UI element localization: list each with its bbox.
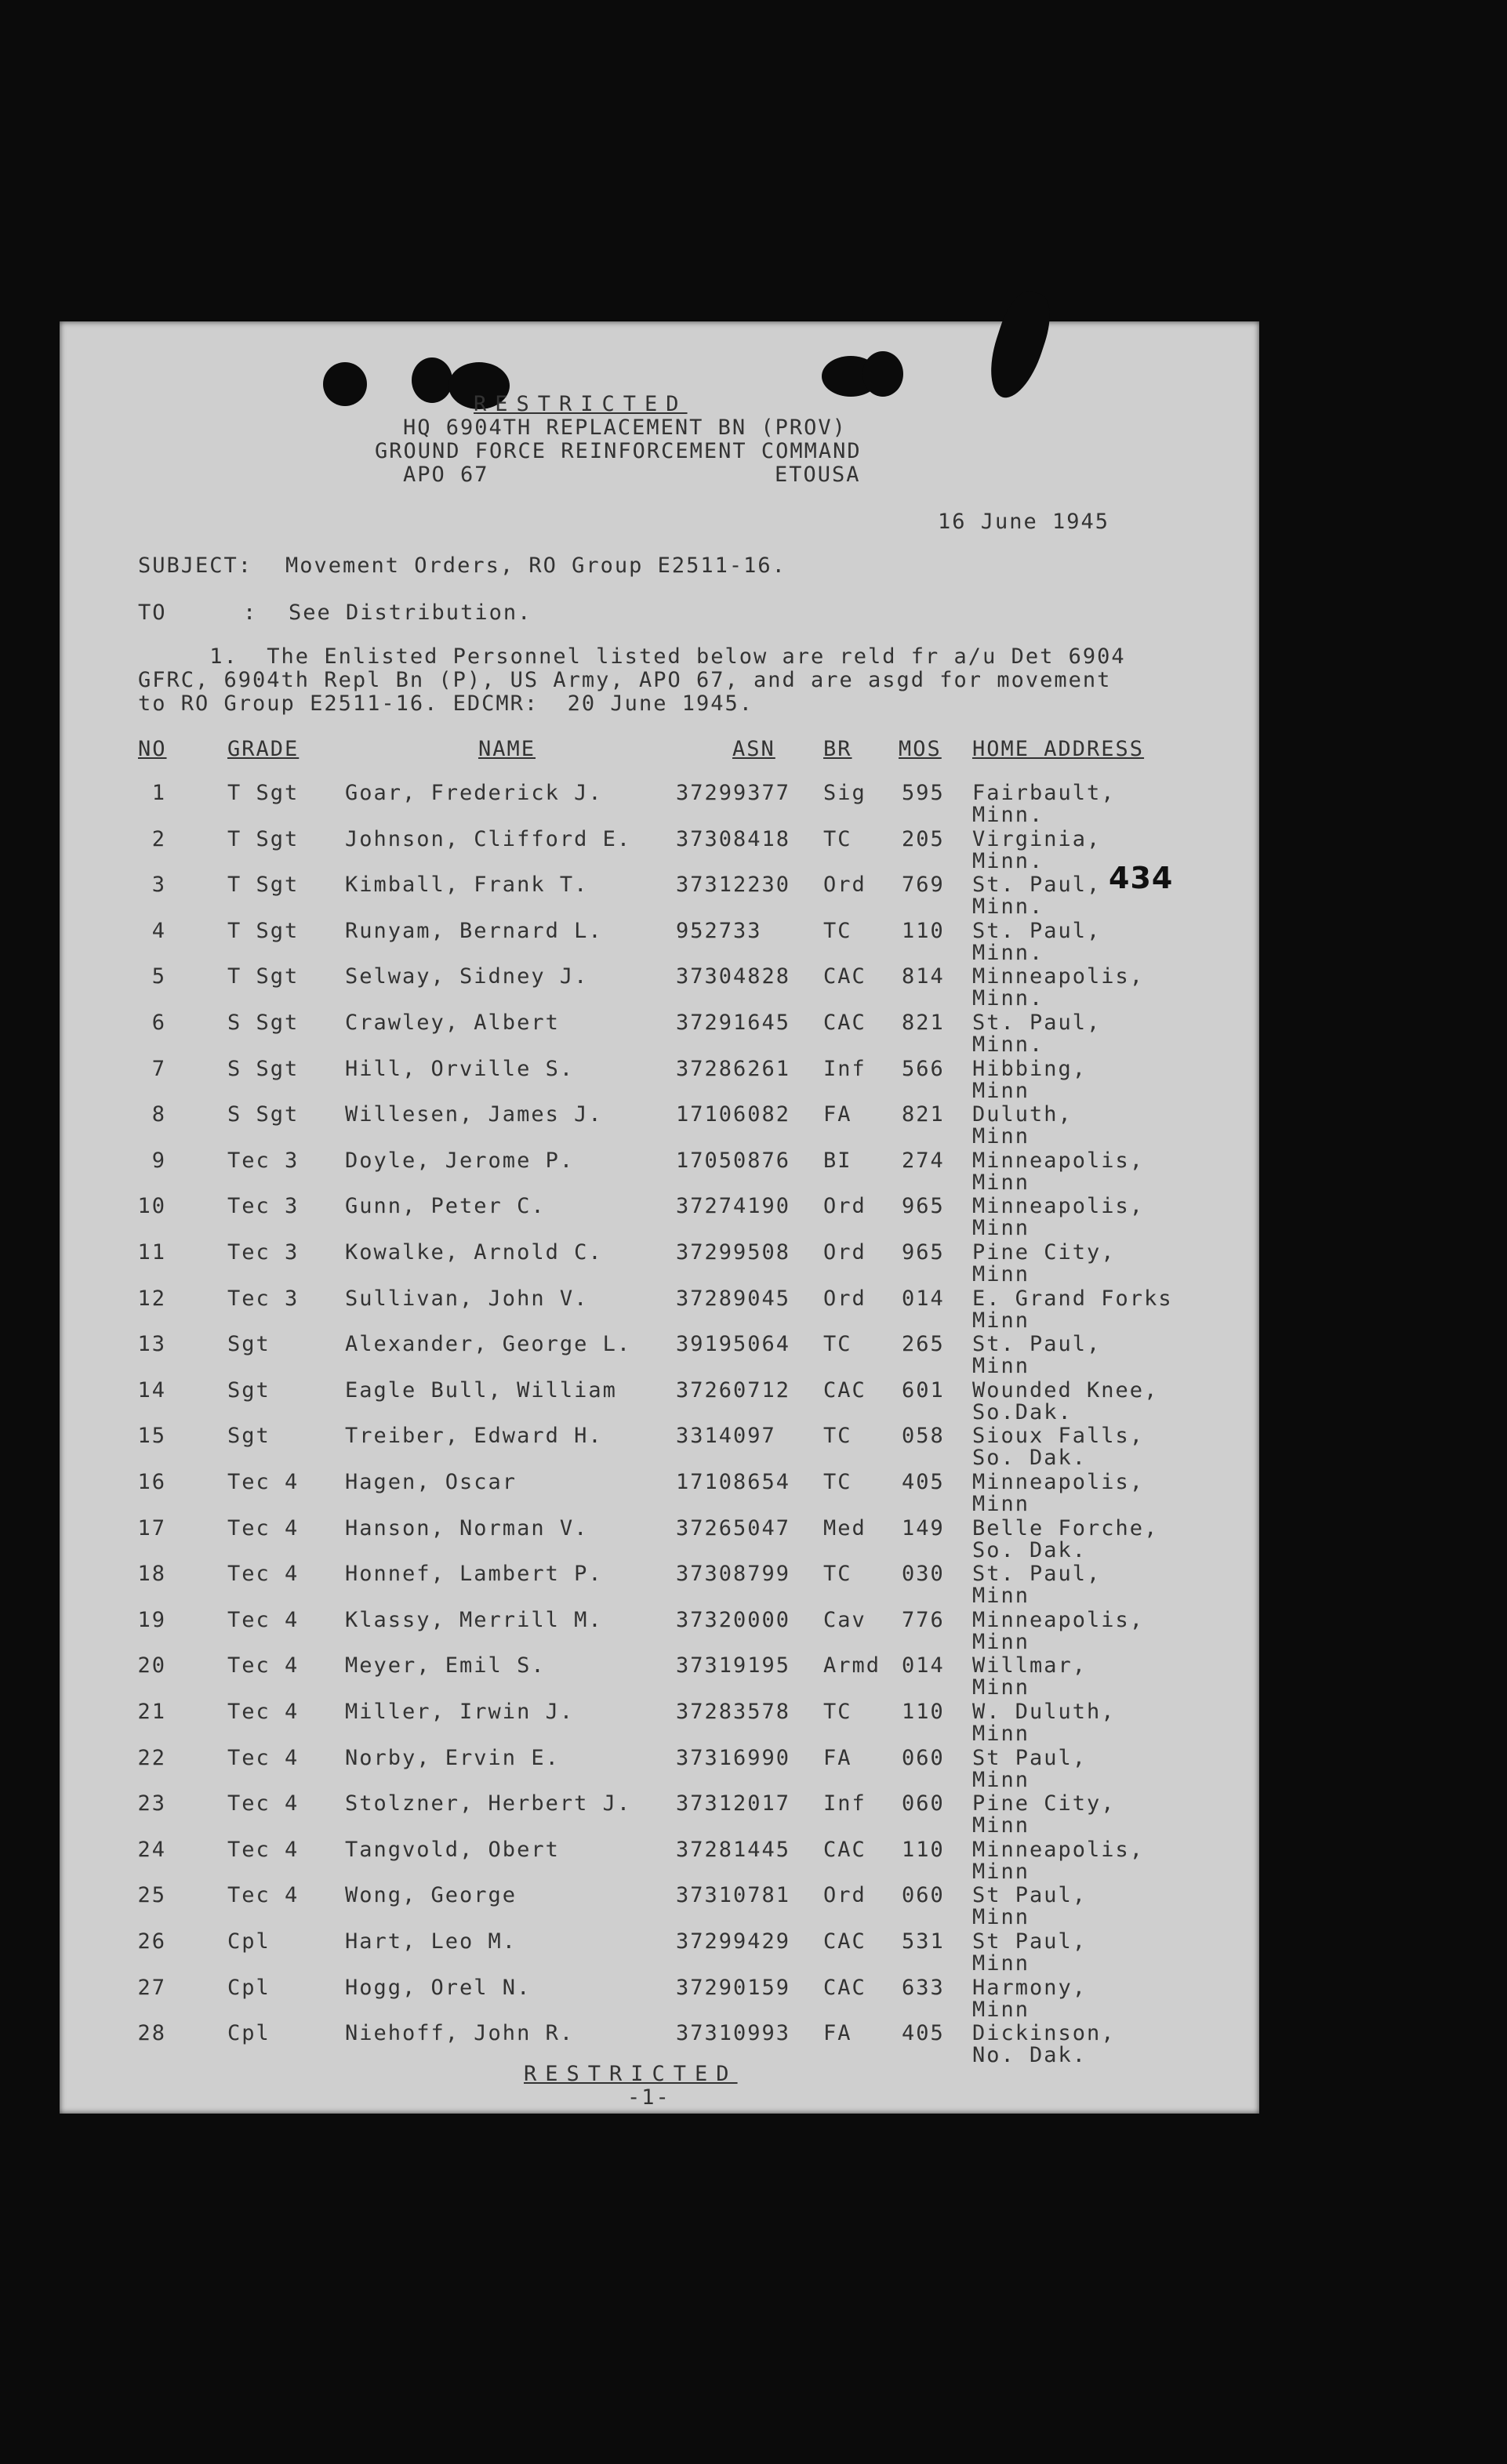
row-mos: 110: [902, 1837, 945, 1862]
to-text: See Distribution.: [289, 601, 532, 625]
row-mos: 595: [902, 781, 945, 805]
row-address-line2: Minn: [972, 1629, 1030, 1654]
row-address-line1: Minneapolis,: [972, 964, 1145, 989]
theater-line: ETOUSA: [775, 463, 861, 487]
row-grade: Tec 4: [227, 1470, 300, 1494]
row-mos: 060: [902, 1745, 945, 1770]
row-branch: Inf: [823, 1791, 866, 1816]
row-name: Hill, Orville S.: [345, 1056, 575, 1081]
row-name: Kimball, Frank T.: [345, 873, 589, 898]
row-grade: Tec 3: [227, 1194, 300, 1219]
row-grade: Cpl: [227, 2021, 271, 2046]
row-name: Willesen, James J.: [345, 1102, 603, 1127]
row-mos: 776: [902, 1607, 945, 1632]
row-asn: 37304828: [676, 964, 791, 989]
page-number: -1-: [627, 2085, 670, 2110]
subject-text: Movement Orders, RO Group E2511-16.: [285, 553, 786, 578]
row-address-line2: Minn: [972, 1905, 1030, 1930]
row-mos: 058: [902, 1424, 945, 1449]
row-address-line1: Duluth,: [972, 1102, 1073, 1127]
row-address-line1: Pine City,: [972, 1791, 1116, 1816]
row-mos: 633: [902, 1975, 945, 2000]
row-number: 12: [137, 1286, 166, 1311]
row-name: Sullivan, John V.: [345, 1286, 589, 1311]
row-address-line2: Minn: [972, 1354, 1030, 1379]
row-address-line2: Minn: [972, 1078, 1030, 1103]
row-mos: 205: [902, 826, 945, 851]
row-number: 15: [137, 1424, 166, 1449]
row-name: Meyer, Emil S.: [345, 1653, 546, 1678]
row-name: Hogg, Orel N.: [345, 1975, 532, 2000]
row-number: 3: [151, 873, 166, 898]
row-address-line2: Minn.: [972, 848, 1044, 873]
row-grade: S Sgt: [227, 1056, 300, 1081]
row-number: 6: [151, 1011, 166, 1035]
row-branch: CAC: [823, 1975, 866, 2000]
column-header-asn: ASN: [732, 737, 775, 761]
column-header-name: NAME: [478, 737, 536, 761]
row-address-line2: Minn: [972, 1216, 1030, 1241]
row-branch: FA: [823, 2021, 852, 2046]
row-asn: 37310781: [676, 1883, 791, 1908]
row-branch: CAC: [823, 1377, 866, 1403]
apo-line: APO 67: [403, 463, 489, 487]
row-mos: 060: [902, 1791, 945, 1816]
row-address-line1: Belle Forche,: [972, 1515, 1159, 1540]
row-address-line2: Minn: [972, 1767, 1030, 1792]
row-asn: 39195064: [676, 1332, 791, 1357]
row-address-line1: St. Paul,: [972, 1011, 1102, 1035]
row-name: Hagen, Oscar: [345, 1470, 517, 1494]
row-asn: 37310993: [676, 2021, 791, 2046]
row-mos: 821: [902, 1011, 945, 1035]
row-address-line1: Minneapolis,: [972, 1470, 1145, 1494]
orders-paragraph-line: GFRC, 6904th Repl Bn (P), US Army, APO 67, and are asgd for movement: [138, 668, 1112, 692]
row-address-line2: Minn: [972, 1170, 1030, 1195]
row-address-line1: Dickinson,: [972, 2021, 1116, 2046]
row-grade: T Sgt: [227, 918, 300, 943]
row-address-line2: So.Dak.: [972, 1399, 1073, 1424]
row-address-line2: Minn: [972, 1584, 1030, 1609]
row-asn: 37308418: [676, 826, 791, 851]
row-name: Kowalke, Arnold C.: [345, 1240, 603, 1265]
row-mos: 814: [902, 964, 945, 989]
row-mos: 060: [902, 1883, 945, 1908]
row-number: 28: [137, 2021, 166, 2046]
row-branch: Med: [823, 1515, 866, 1540]
row-name: Honnef, Lambert P.: [345, 1562, 603, 1587]
row-name: Goar, Frederick J.: [345, 781, 603, 805]
row-address-line1: Hibbing,: [972, 1056, 1088, 1081]
row-address-line2: Minn: [972, 1675, 1030, 1700]
row-address-line2: Minn: [972, 1308, 1030, 1333]
row-mos: 274: [902, 1148, 945, 1173]
row-address-line2: Minn.: [972, 895, 1044, 920]
row-grade: S Sgt: [227, 1011, 300, 1035]
row-number: 4: [151, 918, 166, 943]
row-address-line1: Harmony,: [972, 1975, 1088, 2000]
row-branch: TC: [823, 1700, 852, 1724]
row-name: Norby, Ervin E.: [345, 1745, 560, 1770]
row-address-line1: St Paul,: [972, 1929, 1088, 1954]
row-asn: 952733: [676, 918, 762, 943]
row-address-line1: St. Paul,: [972, 1332, 1102, 1357]
row-mos: 030: [902, 1562, 945, 1587]
row-number: 16: [137, 1470, 166, 1494]
row-mos: 601: [902, 1377, 945, 1403]
row-asn: 37299429: [676, 1929, 791, 1954]
row-branch: CAC: [823, 1011, 866, 1035]
row-asn: 37281445: [676, 1837, 791, 1862]
row-branch: TC: [823, 1424, 852, 1449]
row-mos: 769: [902, 873, 945, 898]
row-name: Eagle Bull, William: [345, 1377, 617, 1403]
row-address-line2: Minn: [972, 1859, 1030, 1884]
row-grade: Sgt: [227, 1424, 271, 1449]
row-asn: 37308799: [676, 1562, 791, 1587]
row-address-line1: Fairbault,: [972, 781, 1116, 805]
row-branch: CAC: [823, 1929, 866, 1954]
row-name: Hanson, Norman V.: [345, 1515, 589, 1540]
row-address-line2: Minn: [972, 1997, 1030, 2022]
row-address-line2: Minn: [972, 1262, 1030, 1286]
row-asn: 37260712: [676, 1377, 791, 1403]
row-branch: Cav: [823, 1607, 866, 1632]
row-name: Runyam, Bernard L.: [345, 918, 603, 943]
row-address-line1: Minneapolis,: [972, 1607, 1145, 1632]
row-name: Doyle, Jerome P.: [345, 1148, 575, 1173]
to-colon: :: [243, 601, 258, 625]
row-mos: 014: [902, 1286, 945, 1311]
row-grade: Tec 4: [227, 1607, 300, 1632]
row-grade: Tec 4: [227, 1791, 300, 1816]
row-number: 7: [151, 1056, 166, 1081]
row-grade: S Sgt: [227, 1102, 300, 1127]
row-branch: Ord: [823, 1883, 866, 1908]
row-address-line2: Minn: [972, 1722, 1030, 1746]
row-grade: T Sgt: [227, 873, 300, 898]
punch-hole: [323, 362, 367, 406]
row-asn: 37312017: [676, 1791, 791, 1816]
row-name: Stolzner, Herbert J.: [345, 1791, 632, 1816]
row-name: Treiber, Edward H.: [345, 1424, 603, 1449]
row-grade: Tec 3: [227, 1240, 300, 1265]
command-line: GROUND FORCE REINFORCEMENT COMMAND: [375, 439, 862, 463]
punch-hole: [412, 357, 452, 403]
row-name: Crawley, Albert: [345, 1011, 560, 1035]
row-mos: 014: [902, 1653, 945, 1678]
row-branch: Sig: [823, 781, 866, 805]
row-name: Miller, Irwin J.: [345, 1700, 575, 1724]
row-mos: 405: [902, 2021, 945, 2046]
row-number: 9: [151, 1148, 166, 1173]
row-address-line1: Virginia,: [972, 826, 1102, 851]
row-mos: 566: [902, 1056, 945, 1081]
row-address-line2: So. Dak.: [972, 1537, 1088, 1562]
row-number: 5: [151, 964, 166, 989]
row-asn: 37299377: [676, 781, 791, 805]
row-number: 10: [137, 1194, 166, 1219]
row-asn: 37274190: [676, 1194, 791, 1219]
row-address-line1: St. Paul,: [972, 918, 1102, 943]
row-asn: 37312230: [676, 873, 791, 898]
row-number: 13: [137, 1332, 166, 1357]
row-name: Selway, Sidney J.: [345, 964, 589, 989]
row-address-line1: Willmar,: [972, 1653, 1088, 1678]
row-grade: Tec 3: [227, 1286, 300, 1311]
row-address-line2: So. Dak.: [972, 1446, 1088, 1471]
row-branch: FA: [823, 1102, 852, 1127]
row-grade: Tec 4: [227, 1700, 300, 1724]
row-number: 18: [137, 1562, 166, 1587]
row-asn: 37299508: [676, 1240, 791, 1265]
row-grade: T Sgt: [227, 781, 300, 805]
row-branch: CAC: [823, 1837, 866, 1862]
row-name: Wong, George: [345, 1883, 517, 1908]
row-asn: 37290159: [676, 1975, 791, 2000]
row-address-line1: St Paul,: [972, 1745, 1088, 1770]
row-number: 23: [137, 1791, 166, 1816]
row-address-line2: No. Dak.: [972, 2043, 1088, 2068]
row-branch: TC: [823, 826, 852, 851]
punch-hole: [862, 351, 903, 397]
row-address-line1: Wounded Knee,: [972, 1377, 1159, 1403]
row-address-line2: Minn: [972, 1951, 1030, 1976]
row-address-line1: E. Grand Forks: [972, 1286, 1173, 1311]
subject-label: SUBJECT:: [138, 553, 253, 578]
row-grade: Tec 4: [227, 1883, 300, 1908]
row-branch: TC: [823, 1470, 852, 1494]
row-grade: Tec 3: [227, 1148, 300, 1173]
row-address-line2: Minn.: [972, 803, 1044, 827]
row-grade: Tec 4: [227, 1653, 300, 1678]
orders-paragraph-line: to RO Group E2511-16. EDCMR: 20 June 1945.: [138, 691, 754, 716]
row-asn: 37319195: [676, 1653, 791, 1678]
row-grade: Sgt: [227, 1377, 271, 1403]
to-label: TO: [138, 601, 167, 625]
row-number: 1: [151, 781, 166, 805]
row-address-line1: Pine City,: [972, 1240, 1116, 1265]
row-address-line1: Sioux Falls,: [972, 1424, 1145, 1449]
column-header-mos: MOS: [899, 737, 942, 761]
row-asn: 37265047: [676, 1515, 791, 1540]
row-number: 21: [137, 1700, 166, 1724]
row-asn: 37316990: [676, 1745, 791, 1770]
row-address-line2: Minn.: [972, 940, 1044, 965]
row-grade: T Sgt: [227, 964, 300, 989]
document-date: 16 June 1945: [938, 510, 1110, 534]
row-grade: Cpl: [227, 1929, 271, 1954]
row-mos: 110: [902, 1700, 945, 1724]
row-grade: Sgt: [227, 1332, 271, 1357]
row-address-line2: Minn.: [972, 1032, 1044, 1057]
row-asn: 17108654: [676, 1470, 791, 1494]
row-address-line2: Minn: [972, 1492, 1030, 1516]
row-asn: 37320000: [676, 1607, 791, 1632]
row-number: 26: [137, 1929, 166, 1954]
row-asn: 3314097: [676, 1424, 776, 1449]
row-address-line2: Minn: [972, 1813, 1030, 1838]
row-address-line1: St. Paul,: [972, 873, 1102, 898]
row-mos: 405: [902, 1470, 945, 1494]
classification-header: RESTRICTED: [474, 392, 688, 416]
row-name: Klassy, Merrill M.: [345, 1607, 603, 1632]
row-number: 24: [137, 1837, 166, 1862]
unit-line: HQ 6904TH REPLACEMENT BN (PROV): [403, 416, 847, 440]
row-name: Hart, Leo M.: [345, 1929, 517, 1954]
row-asn: 17050876: [676, 1148, 791, 1173]
column-header-br: BR: [823, 737, 852, 761]
row-number: 25: [137, 1883, 166, 1908]
row-name: Niehoff, John R.: [345, 2021, 575, 2046]
column-header-no: NO: [138, 737, 167, 761]
classification-footer: RESTRICTED: [524, 2062, 738, 2086]
row-number: 20: [137, 1653, 166, 1678]
row-mos: 149: [902, 1515, 945, 1540]
row-number: 27: [137, 1975, 166, 2000]
row-grade: Tec 4: [227, 1562, 300, 1587]
row-name: Johnson, Clifford E.: [345, 826, 632, 851]
row-mos: 265: [902, 1332, 945, 1357]
row-name: Tangvold, Obert: [345, 1837, 560, 1862]
row-address-line1: Minneapolis,: [972, 1837, 1145, 1862]
row-asn: 17106082: [676, 1102, 791, 1127]
row-branch: Ord: [823, 1194, 866, 1219]
row-number: 19: [137, 1607, 166, 1632]
row-number: 22: [137, 1745, 166, 1770]
row-address-line1: Minneapolis,: [972, 1148, 1145, 1173]
page-stamp-number: 434: [1109, 861, 1174, 895]
row-name: Gunn, Peter C.: [345, 1194, 546, 1219]
row-number: 11: [137, 1240, 166, 1265]
row-address-line2: Minn.: [972, 986, 1044, 1011]
row-grade: Tec 4: [227, 1837, 300, 1862]
column-header-home-address: HOME ADDRESS: [972, 737, 1145, 761]
row-asn: 37291645: [676, 1011, 791, 1035]
row-asn: 37289045: [676, 1286, 791, 1311]
row-branch: CAC: [823, 964, 866, 989]
row-branch: TC: [823, 1332, 852, 1357]
row-grade: T Sgt: [227, 826, 300, 851]
row-address-line1: Minneapolis,: [972, 1194, 1145, 1219]
row-grade: Tec 4: [227, 1515, 300, 1540]
row-number: 2: [151, 826, 166, 851]
row-branch: Ord: [823, 1286, 866, 1311]
row-branch: FA: [823, 1745, 852, 1770]
row-grade: Cpl: [227, 1975, 271, 2000]
row-branch: Armd: [823, 1653, 881, 1678]
row-branch: TC: [823, 918, 852, 943]
row-mos: 965: [902, 1194, 945, 1219]
row-branch: Inf: [823, 1056, 866, 1081]
row-branch: Ord: [823, 873, 866, 898]
row-mos: 965: [902, 1240, 945, 1265]
orders-paragraph-line: 1. The Enlisted Personnel listed below are reld fr a/u Det 6904: [138, 644, 1126, 669]
row-address-line1: W. Duluth,: [972, 1700, 1116, 1724]
row-mos: 531: [902, 1929, 945, 1954]
row-branch: BI: [823, 1148, 852, 1173]
row-asn: 37286261: [676, 1056, 791, 1081]
row-branch: TC: [823, 1562, 852, 1587]
row-number: 14: [137, 1377, 166, 1403]
row-number: 17: [137, 1515, 166, 1540]
column-header-grade: GRADE: [227, 737, 300, 761]
row-address-line1: St. Paul,: [972, 1562, 1102, 1587]
row-name: Alexander, George L.: [345, 1332, 632, 1357]
row-grade: Tec 4: [227, 1745, 300, 1770]
row-number: 8: [151, 1102, 166, 1127]
row-asn: 37283578: [676, 1700, 791, 1724]
row-branch: Ord: [823, 1240, 866, 1265]
row-address-line2: Minn: [972, 1124, 1030, 1149]
row-address-line1: St Paul,: [972, 1883, 1088, 1908]
row-mos: 821: [902, 1102, 945, 1127]
row-mos: 110: [902, 918, 945, 943]
